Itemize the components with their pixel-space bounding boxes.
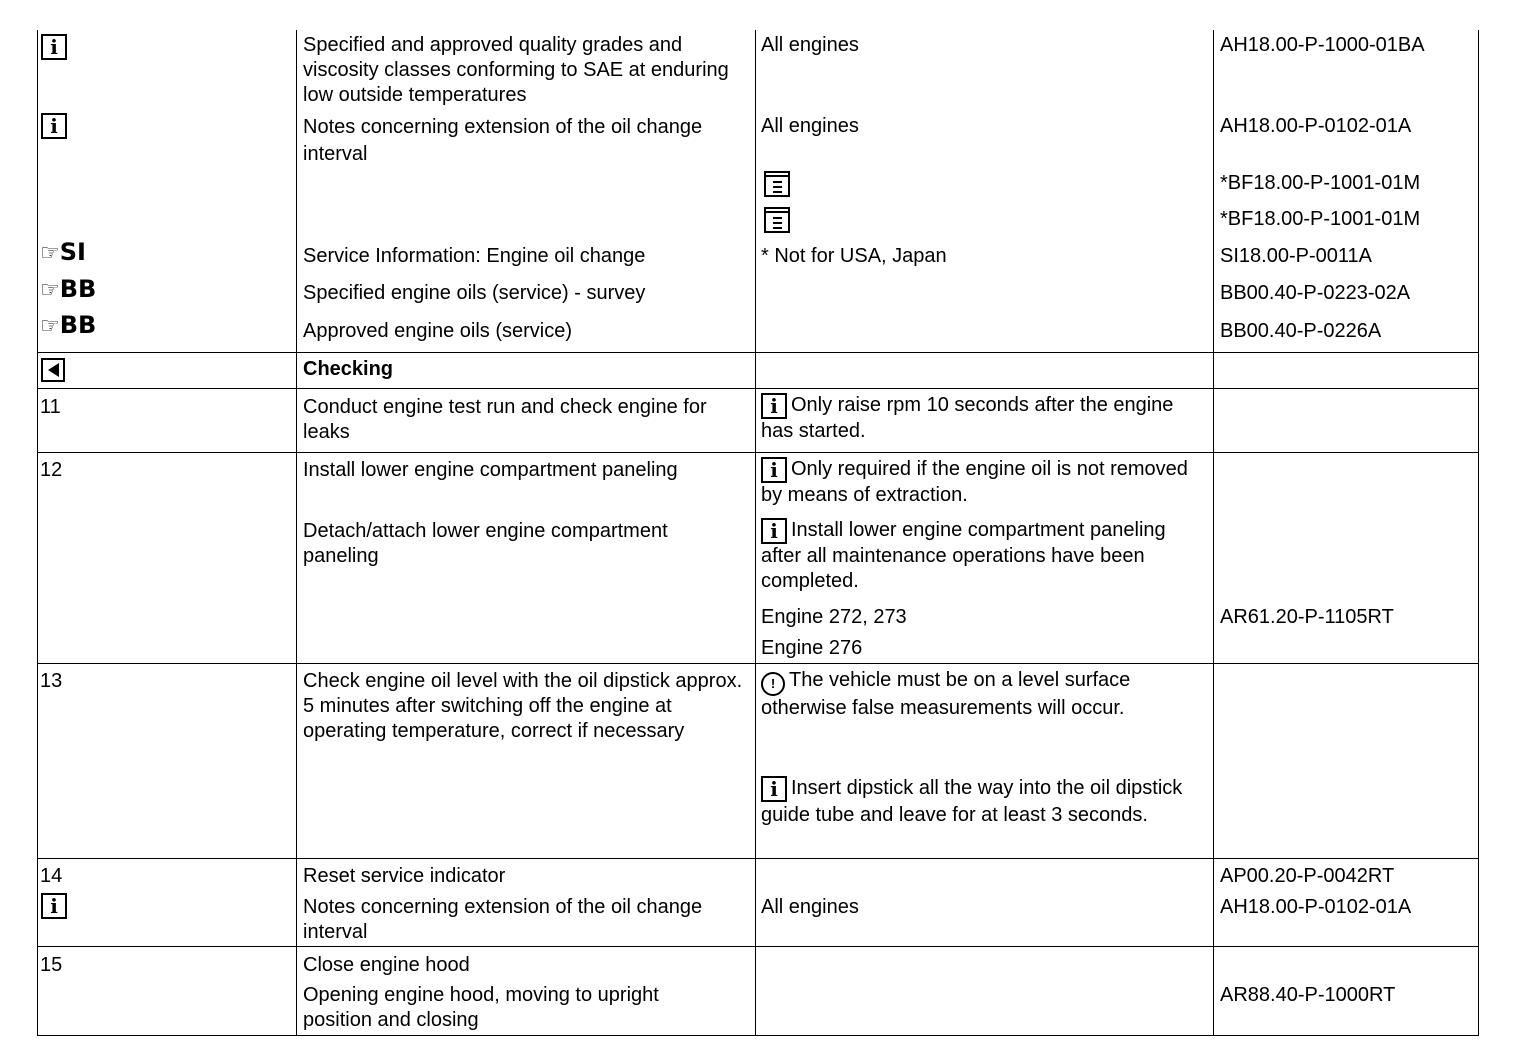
- row-reference[interactable]: BB00.40-P-0226A: [1220, 320, 1382, 342]
- row-description: Notes concerning extension of the oil change interval: [303, 116, 703, 165]
- step-note: ! The vehicle must be on a level surface otherwise false measurements will occur.: [761, 669, 1131, 719]
- grid-line: [37, 388, 1479, 389]
- section-heading: Checking: [303, 358, 394, 380]
- info-icon: i: [41, 113, 71, 139]
- step-reference[interactable]: AR61.20-P-1105RT: [1220, 606, 1394, 628]
- pointing-hand-icon: ☞BB: [40, 275, 97, 303]
- step-number: 11: [40, 396, 61, 418]
- grid-line: [37, 352, 1479, 353]
- step-description: Reset service indicator: [303, 865, 506, 887]
- grid-line: [37, 452, 1479, 453]
- step-description: Install lower engine compartment paneling: [303, 459, 678, 481]
- step-reference[interactable]: AP00.20-P-0042RT: [1220, 865, 1395, 887]
- engine-label: Engine 276: [761, 637, 863, 659]
- grid-line: [296, 30, 297, 1036]
- back-navigation-icon[interactable]: [41, 358, 65, 382]
- step-description: Check engine oil level with the oil dipstick approx. 5 minutes after switching off the engine at operating temperature, correct if necessary: [303, 670, 743, 742]
- caution-icon: !: [761, 672, 785, 696]
- grid-line: [37, 30, 38, 1036]
- info-icon: i: [761, 393, 787, 419]
- row-reference[interactable]: AH18.00-P-1000-01BA: [1220, 34, 1425, 56]
- grid-line: [755, 30, 756, 1036]
- engine-label: Engine 272, 273: [761, 606, 907, 628]
- row-reference[interactable]: *BF18.00-P-1001-01M: [1220, 208, 1421, 230]
- info-icon: i: [41, 34, 71, 60]
- grid-line: [37, 946, 1479, 947]
- pointing-hand-icon: ☞BB: [40, 311, 97, 339]
- step-description: Close engine hood: [303, 954, 470, 976]
- step-description-secondary: Notes concerning extension of the oil change interval: [303, 896, 703, 943]
- step-note: i Only raise rpm 10 seconds after the engine has started.: [761, 394, 1174, 442]
- row-reference[interactable]: BB00.40-P-0223-02A: [1220, 282, 1411, 304]
- book-icon: [764, 211, 790, 233]
- step-number: 12: [40, 459, 63, 481]
- grid-line: [37, 858, 1479, 859]
- step-note: All engines: [761, 896, 859, 918]
- row-reference[interactable]: SI18.00-P-0011A: [1220, 245, 1372, 267]
- row-icon-label: SI: [59, 238, 86, 266]
- info-icon: i: [761, 776, 787, 802]
- step-reference[interactable]: AR88.40-P-1000RT: [1220, 984, 1396, 1006]
- pointing-hand-icon: ☞SI: [40, 238, 86, 266]
- step-number: 14: [40, 865, 63, 887]
- grid-line: [37, 663, 1479, 664]
- row-icon-label: BB: [59, 275, 97, 303]
- grid-line: [1213, 30, 1214, 1036]
- info-icon: i: [41, 893, 71, 919]
- row-description: Specified and approved quality grades and viscosity classes conforming to SAE at enduring low outside temperatures: [303, 34, 729, 106]
- grid-line: [37, 1035, 1479, 1036]
- row-reference[interactable]: *BF18.00-P-1001-01M: [1220, 172, 1421, 194]
- step-number: 13: [40, 670, 63, 692]
- row-note: All engines: [761, 115, 859, 137]
- book-icon: [764, 175, 790, 197]
- row-description: Service Information: Engine oil change: [303, 245, 646, 267]
- row-reference[interactable]: AH18.00-P-0102-01A: [1220, 115, 1412, 137]
- step-reference[interactable]: AH18.00-P-0102-01A: [1220, 896, 1412, 918]
- row-description: Specified engine oils (service) - survey: [303, 282, 646, 304]
- step-description-secondary: Detach/attach lower engine compartment paneling: [303, 520, 668, 567]
- step-description: Conduct engine test run and check engine for leaks: [303, 396, 707, 443]
- step-number: 15: [40, 954, 63, 976]
- row-icon-label: BB: [59, 311, 97, 339]
- row-note: All engines: [761, 34, 859, 56]
- info-icon: i: [761, 518, 787, 544]
- info-icon: i: [761, 457, 787, 483]
- row-note: * Not for USA, Japan: [761, 245, 947, 267]
- step-note: i Insert dipstick all the way into the oil dipstick guide tube and leave for at least 3 seconds.: [761, 777, 1183, 826]
- step-note: i Only required if the engine oil is not removed by means of extraction.: [761, 458, 1188, 506]
- grid-line: [1478, 30, 1479, 1036]
- step-description-secondary: Opening engine hood, moving to upright position and closing: [303, 984, 659, 1031]
- row-description: Approved engine oils (service): [303, 320, 573, 342]
- step-note: i Install lower engine compartment paneling after all maintenance operations have been completed.: [761, 519, 1166, 592]
